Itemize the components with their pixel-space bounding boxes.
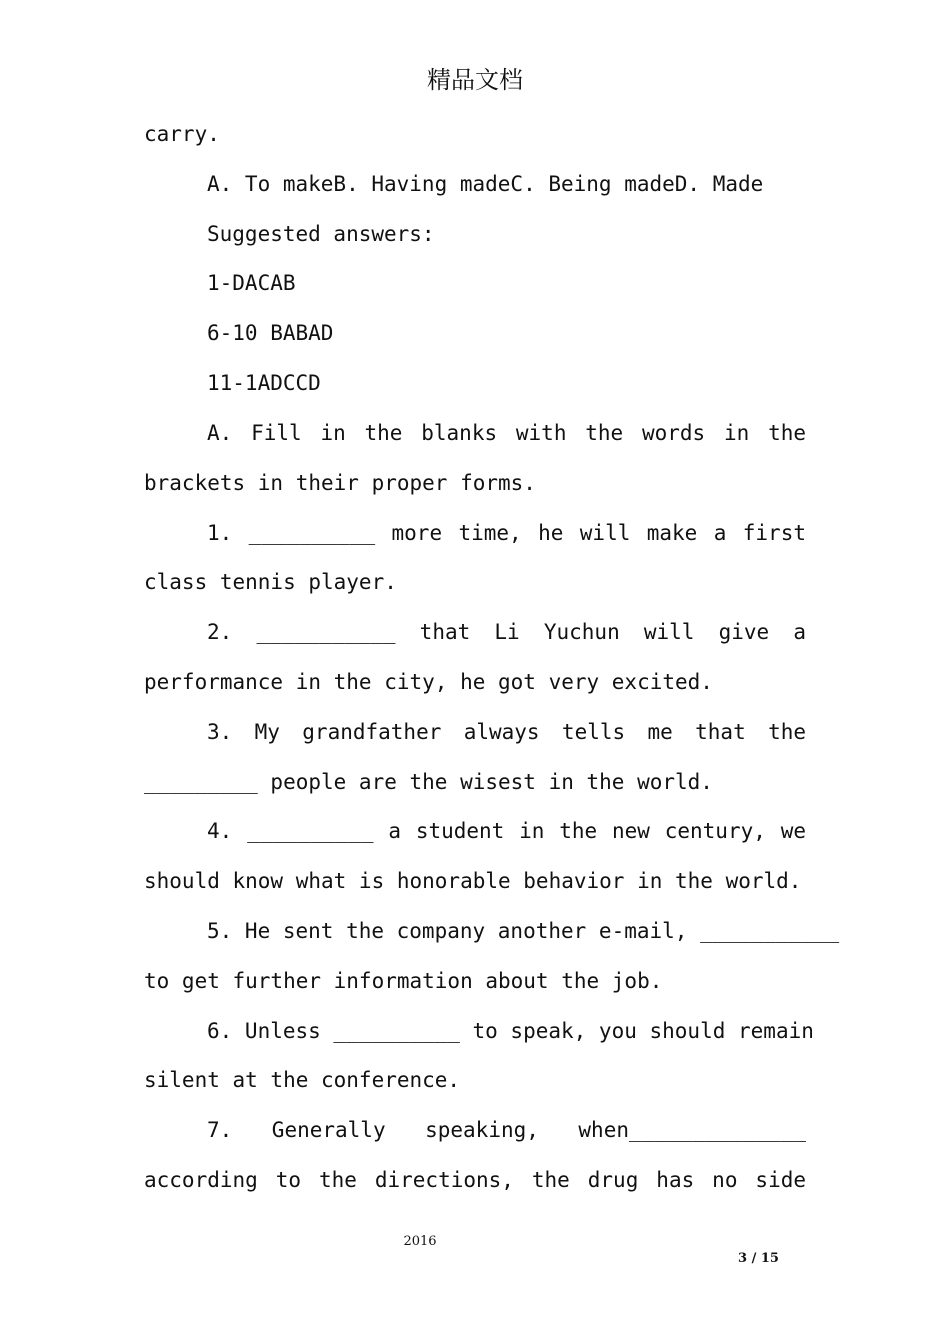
- text-line: 4. __________ a student in the new century, we: [207, 819, 806, 843]
- text-line: 6-10 BABAD: [207, 321, 334, 345]
- text-line: 2. ___________ that Li Yuchun will give a: [207, 620, 806, 644]
- text-line: should know what is honorable behavior in the world.: [144, 869, 802, 893]
- text-line: silent at the conference.: [144, 1068, 461, 1092]
- text-line: 7. Generally speaking, when______________: [207, 1118, 806, 1142]
- text-line: brackets in their proper forms.: [144, 471, 536, 495]
- text-line: 1-DACAB: [207, 271, 296, 295]
- text-line: class tennis player.: [144, 570, 397, 594]
- text-line: 1. __________ more time, he will make a first: [207, 521, 806, 545]
- text-line: Suggested answers:: [207, 222, 435, 246]
- text-line: 11-1ADCCD: [207, 371, 321, 395]
- text-line: A. Fill in the blanks with the words in the: [207, 421, 806, 445]
- text-line: 5. He sent the company another e-mail, ___________: [207, 919, 840, 943]
- text-line: 6. Unless __________ to speak, you should remain: [207, 1019, 814, 1043]
- page-header: 精品文档: [427, 66, 523, 94]
- text-line: A. To makeB. Having madeC. Being madeD. Made: [207, 172, 764, 196]
- page-number: 3 / 15: [738, 1251, 779, 1266]
- text-line: carry.: [144, 122, 220, 146]
- text-line: _________ people are the wisest in the world.: [144, 770, 713, 794]
- text-line: 3. My grandfather always tells me that the: [207, 720, 806, 744]
- footer-year: 2016: [403, 1234, 437, 1249]
- text-line: performance in the city, he got very excited.: [144, 670, 713, 694]
- text-line: according to the directions, the drug has no side: [144, 1168, 806, 1192]
- text-line: to get further information about the job.: [144, 969, 663, 993]
